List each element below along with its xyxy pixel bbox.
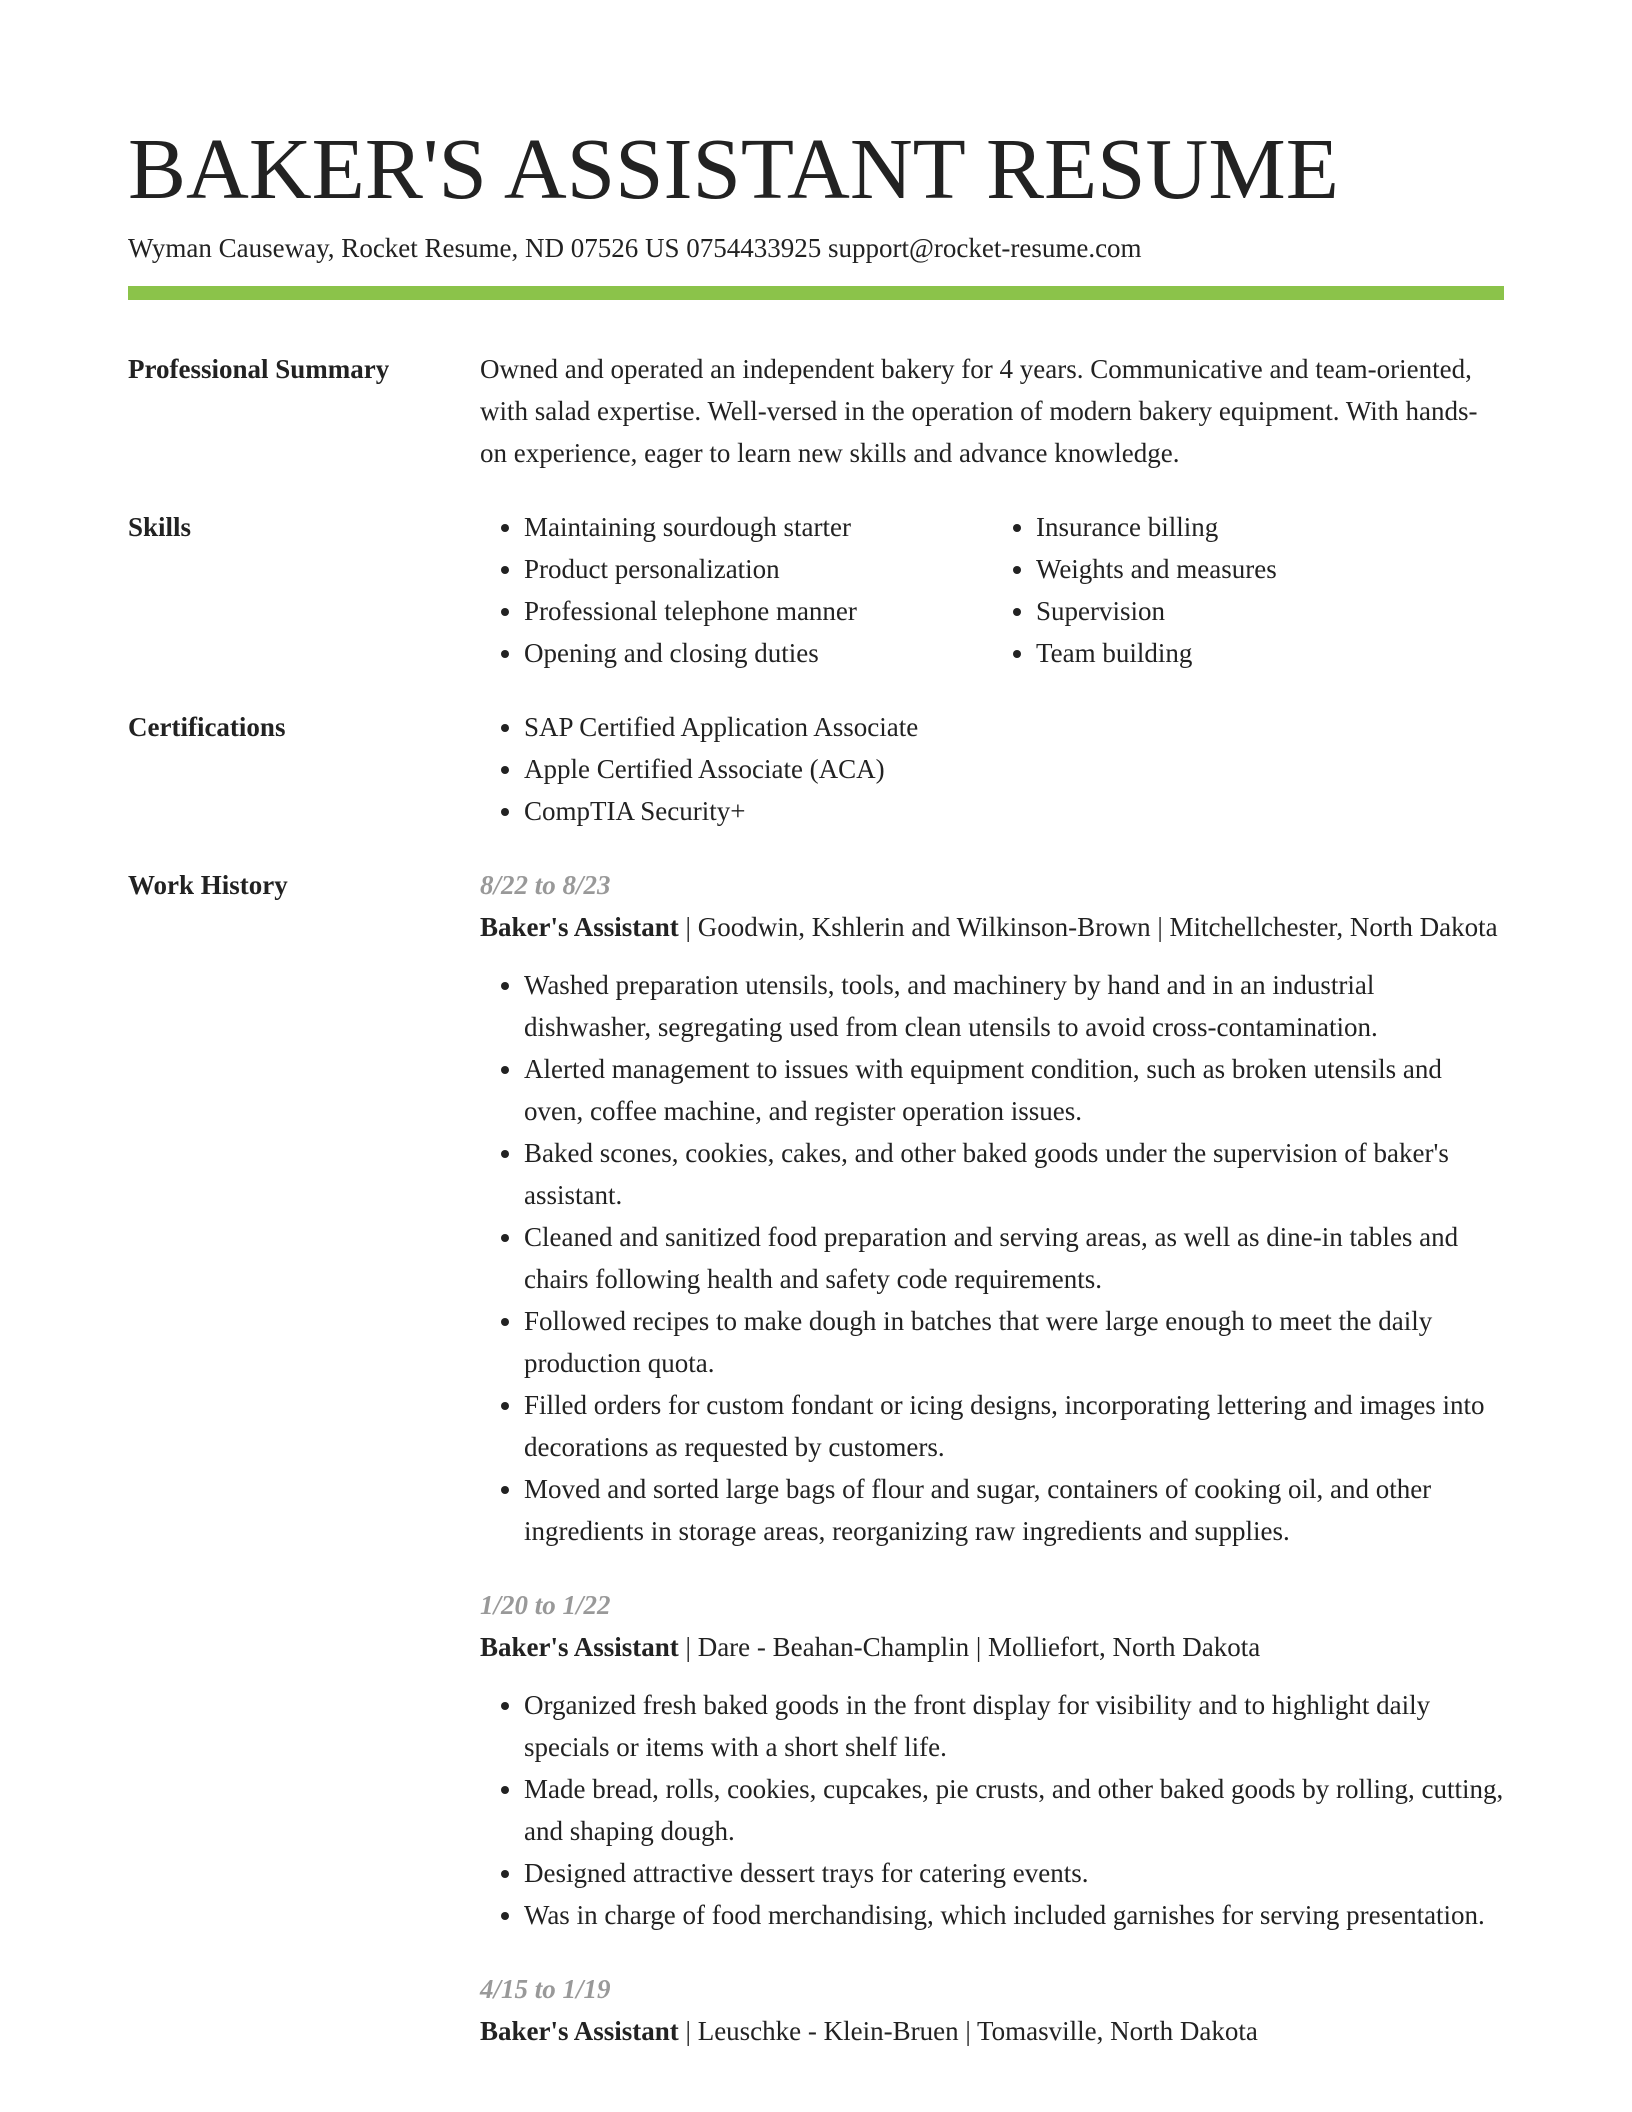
resume-title: BAKER'S ASSISTANT RESUME (128, 120, 1339, 217)
job-date: 8/22 to 8/23 (480, 870, 611, 900)
duty-item: • Washed preparation utensils, tools, and machinery by hand and in an industrial dishwasher, segregating used from clean utensils to avoid cross-contamination. (524, 964, 1504, 1048)
duty-item: • Designed attractive dessert trays for catering events. (524, 1852, 1504, 1894)
job-entry (480, 1584, 1504, 1936)
duty-item: • Cleaned and sanitized food preparation and serving areas, as well as dine-in tables and chairs following health and safety code requirements. (524, 1216, 1504, 1300)
job-entry (480, 1968, 1504, 2052)
contact-info: Wyman Causeway, Rocket Resume, ND 07526 US 0754433925 support@rocket-resume.com (128, 233, 1142, 263)
certification-item: • SAP Certified Application Associate (524, 706, 1504, 748)
skills-label: Skills (128, 512, 192, 542)
accent-divider (128, 286, 1504, 300)
skill-item: • Maintaining sourdough starter (524, 506, 992, 548)
job-date: 4/15 to 1/19 (480, 1974, 611, 2004)
job-title: Baker's Assistant (480, 1632, 679, 1662)
job-heading (480, 906, 1504, 948)
duty-item: • Filled orders for custom fondant or icing designs, incorporating lettering and images into decorations as requested by customers. (524, 1384, 1504, 1468)
certification-item: • Apple Certified Associate (ACA) (524, 748, 1504, 790)
summary-text: Owned and operated an independent bakery for 4 years. Communicative and team-oriented, with salad expertise. Well-versed in the operation of modern bakery equipment. With hands-on experience, eager to learn new skills and advance knowledge. (480, 354, 1478, 468)
summary-label: Professional Summary (128, 354, 390, 384)
duty-item: • Organized fresh baked goods in the front display for visibility and to highlight daily specials or items with a short shelf life. (524, 1684, 1504, 1768)
job-title: Baker's Assistant (480, 912, 679, 942)
skill-item: • Professional telephone manner (524, 590, 992, 632)
duty-item: • Made bread, rolls, cookies, cupcakes, pie crusts, and other baked goods by rolling, cutting, and shaping dough. (524, 1768, 1504, 1852)
skills-list-right (992, 506, 1504, 674)
job-entry (480, 864, 1504, 1552)
skill-item: • Weights and measures (1036, 548, 1504, 590)
certification-item: • CompTIA Security+ (524, 790, 1504, 832)
job-details: | Goodwin, Kshlerin and Wilkinson-Brown | Mitchellchester, North Dakota (678, 912, 1498, 942)
job-heading (480, 1626, 1504, 1668)
skill-item: • Insurance billing (1036, 506, 1504, 548)
job-duties (480, 1684, 1504, 1936)
skills-list-left (480, 506, 992, 674)
job-duties (480, 964, 1504, 1552)
duty-item: • Followed recipes to make dough in batches that were large enough to meet the daily production quota. (524, 1300, 1504, 1384)
job-heading (480, 2010, 1504, 2052)
certifications-label: Certifications (128, 712, 286, 742)
job-details: | Leuschke - Klein-Bruen | Tomasville, North Dakota (678, 2016, 1258, 2046)
job-date: 1/20 to 1/22 (480, 1590, 611, 1620)
skill-item: • Team building (1036, 632, 1504, 674)
skill-item: • Opening and closing duties (524, 632, 992, 674)
skill-item: • Supervision (1036, 590, 1504, 632)
duty-item: • Was in charge of food merchandising, which included garnishes for serving presentation. (524, 1894, 1504, 1936)
duty-item: • Moved and sorted large bags of flour and sugar, containers of cooking oil, and other ingredients in storage areas, reorganizing raw ingredients and supplies. (524, 1468, 1504, 1552)
job-details: | Dare - Beahan-Champlin | Molliefort, North Dakota (678, 1632, 1261, 1662)
skill-item: • Product personalization (524, 548, 992, 590)
job-title: Baker's Assistant (480, 2016, 679, 2046)
certifications-list (480, 706, 1504, 832)
duty-item: • Baked scones, cookies, cakes, and other baked goods under the supervision of baker's assistant. (524, 1132, 1504, 1216)
work-history-label: Work History (128, 870, 288, 900)
duty-item: • Alerted management to issues with equipment condition, such as broken utensils and oven, coffee machine, and register operation issues. (524, 1048, 1504, 1132)
